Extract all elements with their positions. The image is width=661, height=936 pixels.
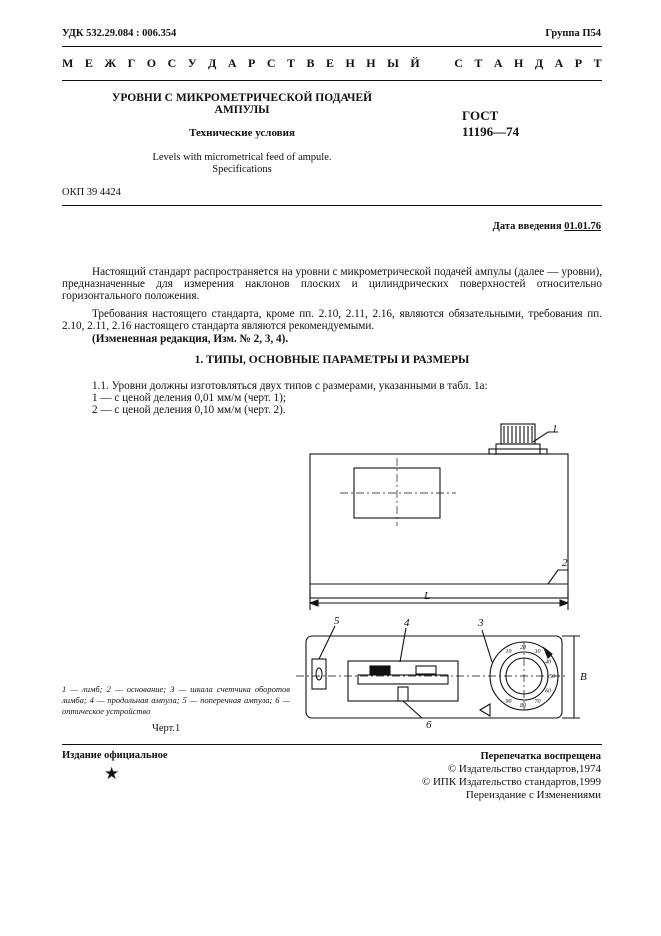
banner-letter: Ж xyxy=(104,56,117,70)
banner-letter: Р xyxy=(247,56,256,70)
banner-letter: Ы xyxy=(387,56,399,70)
limb-knob xyxy=(501,424,535,444)
paragraph-type-2: 2 — с ценой деления 0,10 мм/м (черт. 2). xyxy=(92,404,286,416)
banner-letter: Д xyxy=(208,56,217,70)
dial-mark: 40 xyxy=(545,659,552,666)
dial-mark: 50 xyxy=(549,674,555,680)
dial-mark: 30 xyxy=(534,648,541,655)
banner-letter: А xyxy=(227,56,237,70)
drawing-figure-1 xyxy=(296,418,606,728)
banner-letter: С xyxy=(454,56,463,70)
copyright-1974: © Издательство стандартов,1974 xyxy=(447,763,601,775)
dial-mark: 80 xyxy=(520,703,526,709)
effective-date xyxy=(493,221,601,232)
udk-code: УДК 532.29.084 : 006.354 xyxy=(62,28,177,39)
dimension-L: L xyxy=(424,590,431,602)
copyright-1999: © ИПК Издательство стандартов,1999 xyxy=(421,776,601,788)
footer-rule xyxy=(62,744,602,745)
title-block-rule xyxy=(62,205,602,206)
document-title xyxy=(62,92,422,116)
paragraph-type-1: 1 — с ценой деления 0,01 мм/м (черт. 1); xyxy=(92,392,286,404)
english-title-line-1: Levels with micrometrical feed of ampule. xyxy=(152,152,332,163)
dial-mark: 70 xyxy=(534,699,541,706)
callout-4: 4 xyxy=(404,617,410,629)
paragraph-amendment: (Измененная редакция, Изм. № 2, 3, 4). xyxy=(92,333,289,345)
banner-letter: Й xyxy=(410,56,420,70)
banner-letter: Г xyxy=(127,56,136,70)
dial-mark: 90 xyxy=(505,699,512,706)
callout-3: 3 xyxy=(478,617,484,629)
gost-label: ГОСТ xyxy=(462,108,499,123)
title-line-1: УРОВНИ С МИКРОМЕТРИЧЕСКОЙ ПОДАЧЕЙ xyxy=(111,92,373,104)
star-icon: ★ xyxy=(104,764,120,783)
banner-letter: О xyxy=(146,56,157,70)
interstate-standard-banner xyxy=(62,56,602,71)
banner-letter: Т xyxy=(474,56,483,70)
english-title-line-2: Specifications xyxy=(212,164,272,175)
figure-label: Черт.1 xyxy=(152,723,181,734)
title-line-2: АМПУЛЫ xyxy=(214,104,270,116)
dial-mark: 20 xyxy=(520,645,526,651)
banner-letter: А xyxy=(554,56,564,70)
header-rule-bottom xyxy=(62,80,602,81)
english-title xyxy=(62,152,422,176)
reprint-notice: Перепечатка воспрещена xyxy=(480,751,601,762)
banner-letter: Е xyxy=(325,56,334,70)
effective-date-label: Дата введения xyxy=(492,221,562,232)
figure-caption: 1 — лимб; 2 — основание; 3 — шкала счетчика оборотов лимба; 4 — продольная ампула; 5 — поперечная ампула; 6 — оптическое устройство xyxy=(62,684,290,716)
paragraph-types: 1.1. Уровни должны изготовляться двух типов с размерами, указанными в табл. 1а: xyxy=(92,380,488,392)
copyright-block xyxy=(422,750,601,802)
banner-letter: У xyxy=(187,56,197,70)
banner-letter: М xyxy=(62,56,74,70)
dial-mark: 10 xyxy=(505,648,512,655)
header-rule-top xyxy=(62,46,602,47)
paragraph-requirements: Требования настоящего стандарта, кроме пп. 2.10, 2.11, 2.16, являются обязательными, требования пп. 2.10, 2.11, 2.16 настоящего стандарта являются рекомендуемыми. xyxy=(62,308,602,333)
reissue-note: Переиздание с Изменениями xyxy=(465,789,601,801)
dimension-B: B xyxy=(580,671,587,683)
dial-mark: 60 xyxy=(545,688,552,695)
callout-2: 2 xyxy=(562,557,568,569)
level-body-side-view xyxy=(310,454,568,598)
group-code: Группа П54 xyxy=(545,28,601,39)
effective-date-value: 01.01.76 xyxy=(564,221,601,232)
official-edition: Издание официальное xyxy=(62,750,168,761)
okp-code: ОКП 39 4424 xyxy=(62,187,121,198)
callout-5: 5 xyxy=(334,615,340,627)
banner-letter: Т xyxy=(286,56,295,70)
banner-letter: Д xyxy=(534,56,544,70)
banner-letter: А xyxy=(493,56,503,70)
gost-number xyxy=(462,108,519,140)
paragraph-scope: Настоящий стандарт распространяется на уровни с микрометрической подачей ампулы (далее — уровни), предназначенные для измерения наклонов плоских и цилиндрических поверхностей относительно горизонтального положения. xyxy=(62,266,602,303)
banner-letter: Т xyxy=(593,56,602,70)
banner-letter: С xyxy=(266,56,276,70)
document-subtitle: Технические условия xyxy=(189,127,295,139)
transverse-ampule xyxy=(312,659,326,689)
banner-letter: Р xyxy=(574,56,583,70)
banner-letter: В xyxy=(306,56,315,70)
gost-code: 11196—74 xyxy=(462,124,520,139)
banner-letter: Н xyxy=(514,56,524,70)
banner-letter: С xyxy=(167,56,177,70)
longitudinal-ampule xyxy=(348,661,458,701)
section-heading: 1. ТИПЫ, ОСНОВНЫЕ ПАРАМЕТРЫ И РАЗМЕРЫ xyxy=(194,354,470,366)
callout-1: 1 xyxy=(552,423,558,435)
callout-6: 6 xyxy=(426,719,432,728)
banner-letter: Н xyxy=(345,56,355,70)
banner-letter: Н xyxy=(366,56,376,70)
banner-letter: Е xyxy=(84,56,93,70)
